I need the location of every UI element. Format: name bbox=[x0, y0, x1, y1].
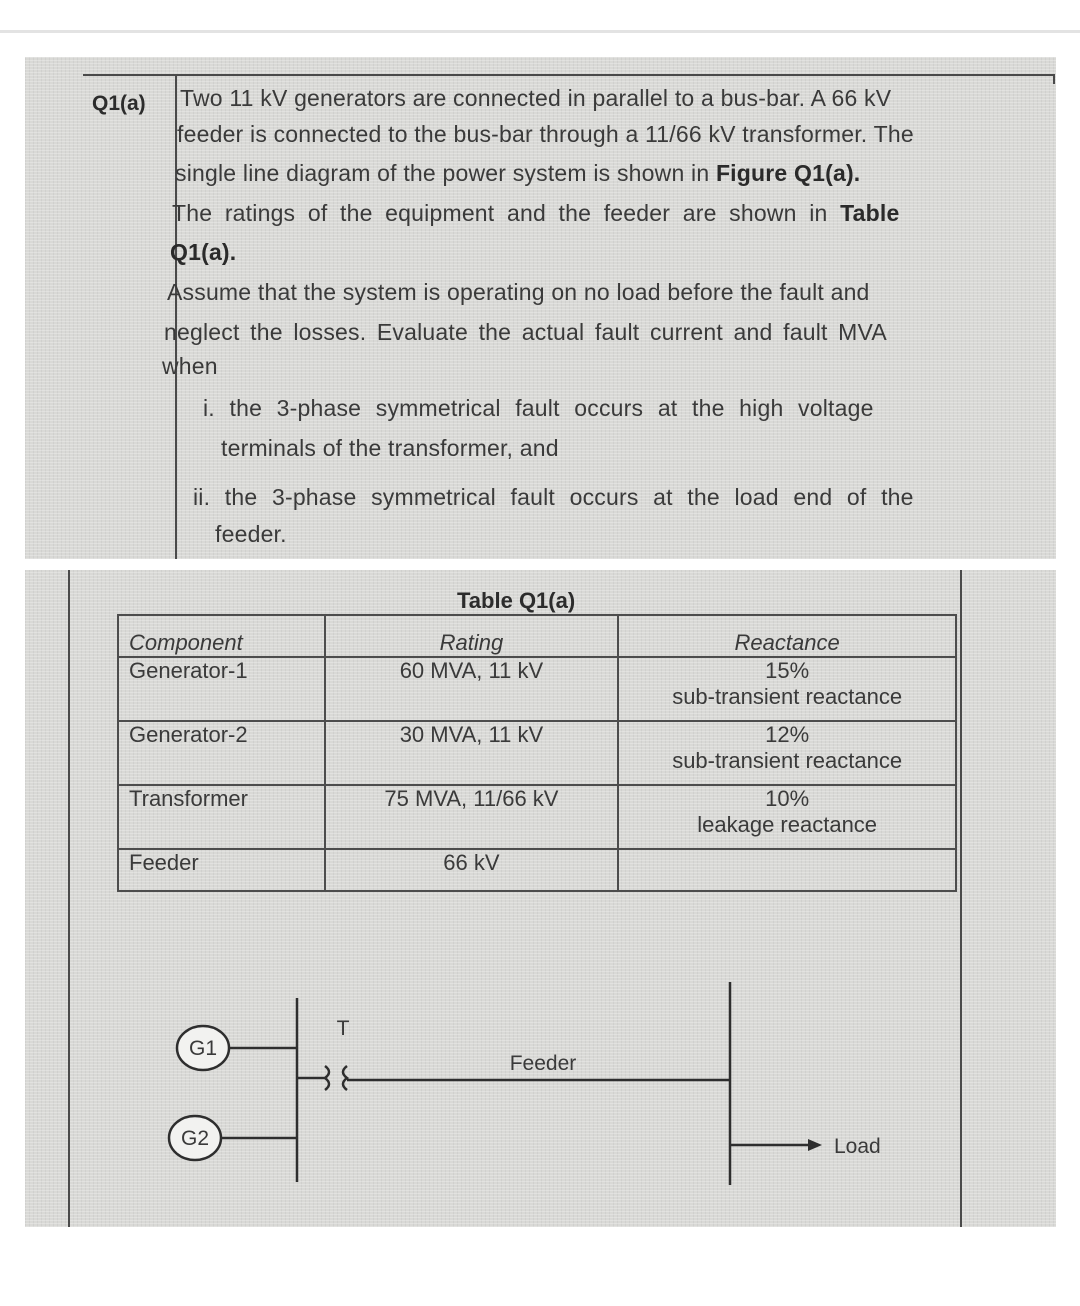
single-line-diagram bbox=[25, 570, 1056, 1227]
question-line-3 bbox=[175, 160, 860, 187]
rating-cell: 66 kV bbox=[325, 849, 619, 891]
question-photo bbox=[25, 57, 1056, 559]
question-line-4-text: The ratings of the equipment and the feeder are shown in bbox=[172, 200, 841, 226]
header-reactance: Reactance bbox=[618, 615, 956, 657]
item-i-line-2: terminals of the transformer, and bbox=[221, 435, 559, 461]
question-line-1: Two 11 kV generators are connected in parallel to a bus-bar. A 66 kV bbox=[180, 85, 892, 111]
question-frame-right bbox=[1053, 74, 1055, 84]
question-line-8: when bbox=[162, 353, 218, 379]
transformer-label: T bbox=[336, 1017, 350, 1040]
header-rating: Rating bbox=[325, 615, 619, 657]
transformer-secondary-winding bbox=[343, 1066, 347, 1090]
table-diagram-photo bbox=[25, 570, 1056, 1227]
component-cell: Generator-1 bbox=[118, 657, 325, 721]
item-ii-line-1: ii. the 3-phase symmetrical fault occurs at the load end of the bbox=[193, 484, 914, 510]
rating-cell: 30 MVA, 11 kV bbox=[325, 721, 619, 785]
g1-label: G1 bbox=[188, 1037, 218, 1060]
question-label: Q1(a) bbox=[92, 92, 146, 115]
table-reference: Table bbox=[840, 200, 900, 226]
g2-label: G2 bbox=[180, 1127, 210, 1150]
feeder-label: Feeder bbox=[509, 1052, 577, 1075]
reactance-value: 10% bbox=[765, 786, 810, 811]
table-caption: Table Q1(a) bbox=[457, 588, 576, 613]
reactance-type: leakage reactance bbox=[697, 812, 878, 837]
question-line-6: Assume that the system is operating on no load before the fault and bbox=[167, 279, 870, 305]
transformer-primary-winding bbox=[325, 1066, 329, 1090]
component-cell: Feeder bbox=[118, 849, 325, 891]
load-arrow-head bbox=[808, 1139, 822, 1151]
load-label: Load bbox=[834, 1135, 881, 1158]
question-line-7: neglect the losses. Evaluate the actual fault current and fault MVA bbox=[164, 319, 887, 345]
reactance-value: 15% bbox=[765, 658, 810, 683]
rating-cell: 75 MVA, 11/66 kV bbox=[325, 785, 619, 849]
item-i-line-1: i. the 3-phase symmetrical fault occurs at the high voltage bbox=[203, 395, 874, 421]
question-line-5 bbox=[170, 239, 236, 266]
page-top-divider bbox=[0, 30, 1080, 33]
question-line-3-text: single line diagram of the power system is shown in bbox=[175, 160, 716, 186]
header-component: Component bbox=[118, 615, 325, 657]
reactance-value: 12% bbox=[765, 722, 810, 747]
question-line-4 bbox=[172, 200, 900, 227]
figure-reference: Figure Q1(a). bbox=[715, 160, 861, 186]
item-ii-line-2: feeder. bbox=[215, 521, 287, 547]
reactance-type: sub-transient reactance bbox=[672, 684, 903, 709]
question-frame-top bbox=[83, 74, 1053, 76]
component-cell: Transformer bbox=[118, 785, 325, 849]
question-line-2: feeder is connected to the bus-bar through a 11/66 kV transformer. The bbox=[177, 121, 914, 147]
component-cell: Generator-2 bbox=[118, 721, 325, 785]
rating-cell: 60 MVA, 11 kV bbox=[325, 657, 619, 721]
table-reference-cont: Q1(a). bbox=[170, 239, 237, 265]
reactance-type: sub-transient reactance bbox=[672, 748, 903, 773]
